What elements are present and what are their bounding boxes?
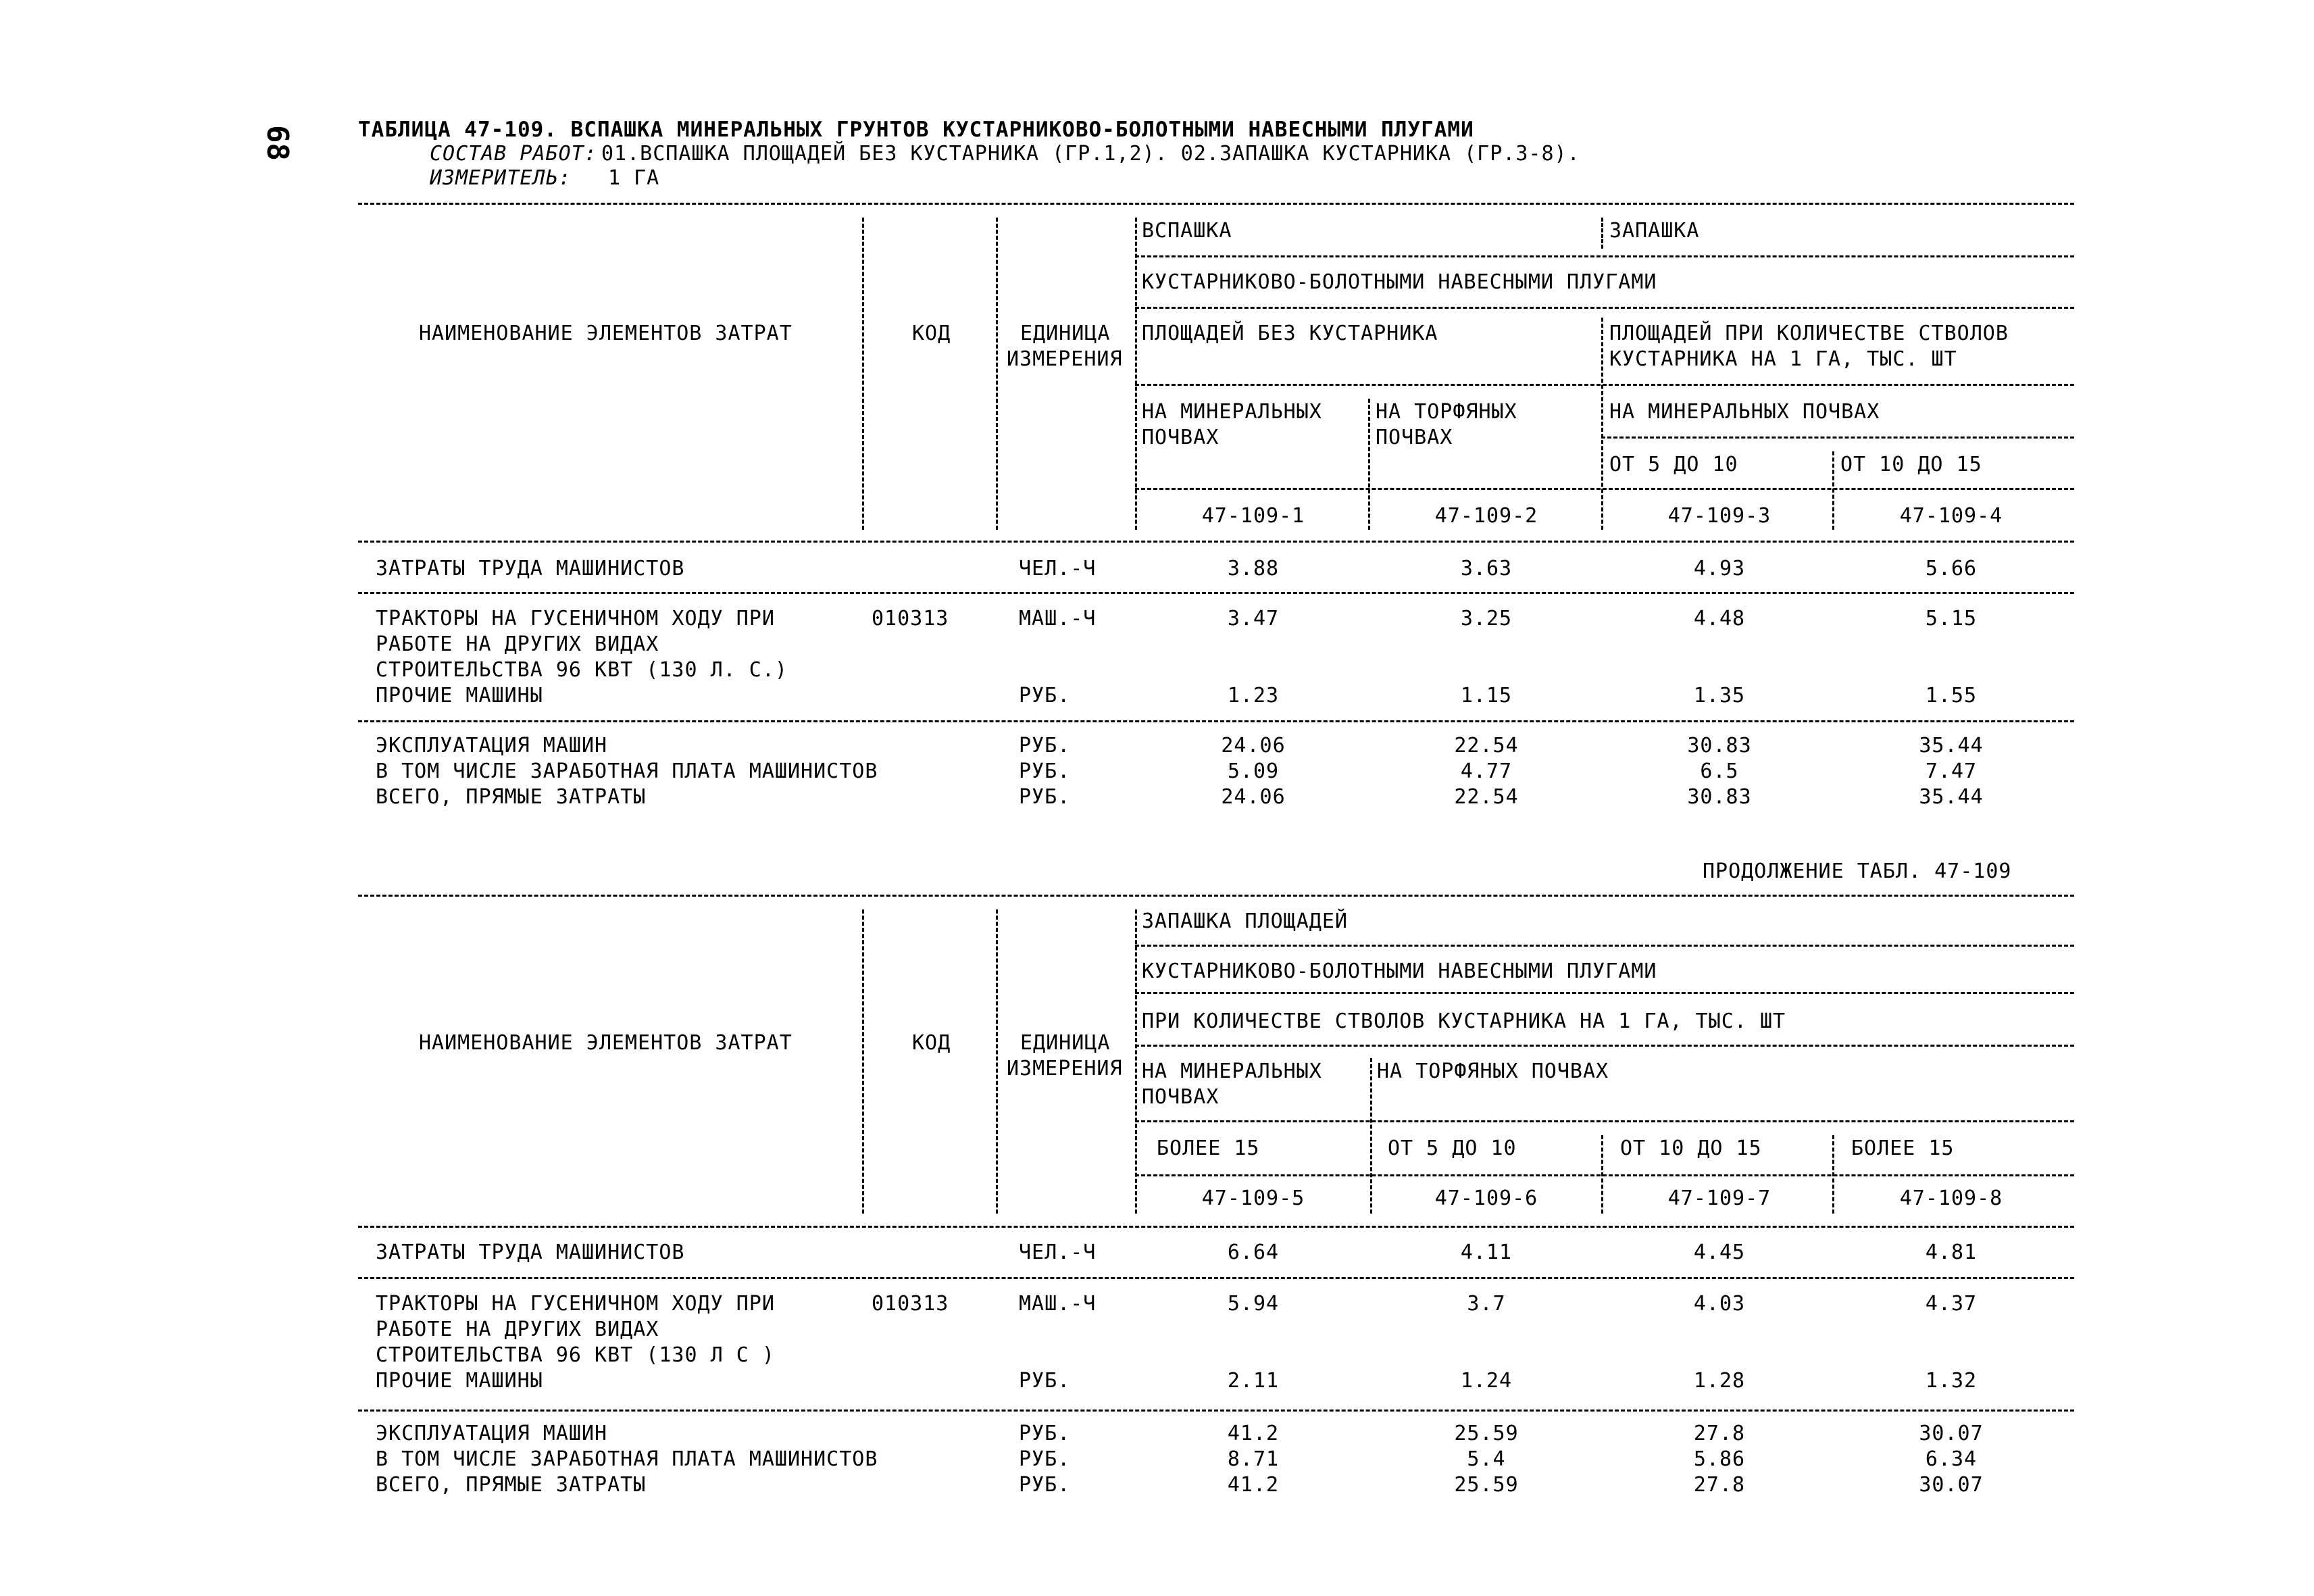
cell-value: 27.8 [1693,1473,1746,1497]
norm-code: 47-109-4 [1899,504,2003,528]
cell-value: 1.32 [1925,1369,1978,1393]
cell-value: 4.45 [1693,1241,1746,1264]
col-divider [1370,1058,1372,1214]
col-divider [862,909,864,1214]
cell-value: 35.44 [1919,785,1984,809]
header-trunks: КУСТАРНИКА НА 1 ГА, ТЫС. ШТ [1609,347,1957,371]
header-peat: НА ТОРФЯНЫХ [1376,400,1517,424]
row-unit: МАШ.-Ч [1019,1292,1097,1316]
table-1-top-rule [358,203,2074,205]
row-name: СТРОИТЕЛЬСТВА 96 КВТ (130 Л. С.) [376,658,788,682]
row-unit: РУБ. [1019,1473,1071,1497]
cell-value: 22.54 [1454,785,1519,809]
cell-value: 5.09 [1227,759,1280,783]
header-peat: ПОЧВАХ [1376,426,1453,449]
header-mineral: ПОЧВАХ [1142,1085,1219,1109]
header-more-15: БОЛЕЕ 15 [1851,1137,1955,1160]
norm-code: 47-109-2 [1434,504,1538,528]
header-more-15: БОЛЕЕ 15 [1157,1137,1260,1160]
col-divider [862,218,864,530]
row-name: ЗАТРАТЫ ТРУДА МАШИНИСТОВ [376,1241,685,1264]
row-name: ЭКСПЛУАТАЦИЯ МАШИН [376,734,608,757]
row-name: РАБОТЕ НА ДРУГИХ ВИДАХ [376,1318,659,1341]
row-code: 010313 [872,607,949,630]
header-zapashka: ЗАПАШКА [1609,219,1700,243]
row-unit: РУБ. [1019,734,1071,757]
work-label: СОСТАВ РАБОТ: [430,142,597,166]
row-rule [358,1277,2074,1279]
cell-value: 5.86 [1693,1447,1746,1471]
table-title: ТАБЛИЦА 47-109. ВСПАШКА МИНЕРАЛЬНЫХ ГРУНТОВ КУСТАРНИКОВО-БОЛОТНЫМИ НАВЕСНЫМИ ПЛУГАМИ [358,118,1474,142]
row-name: ВСЕГО, ПРЯМЫЕ ЗАТРАТЫ [376,1473,647,1497]
row-rule [358,720,2074,722]
header-rule [1135,1174,2074,1176]
header-mineral: НА МИНЕРАЛЬНЫХ [1142,400,1322,424]
cell-value: 4.77 [1460,759,1513,783]
cell-value: 4.37 [1925,1292,1978,1316]
header-10-15: ОТ 10 ДО 15 [1620,1137,1762,1160]
header-rule [1135,488,2074,490]
col-divider [1832,451,1834,530]
header-rule [1135,1120,2074,1122]
col-divider [1135,218,1137,530]
cell-value: 3.25 [1460,607,1513,630]
cell-value: 5.15 [1925,607,1978,630]
row-rule [358,592,2074,594]
col-divider [996,218,998,530]
col-divider [1135,909,1137,1214]
row-unit: ЧЕЛ.-Ч [1019,557,1097,580]
measure-value: 1 ГА [608,166,660,190]
row-unit: РУБ. [1019,1422,1071,1445]
col-divider [996,909,998,1214]
cell-value: 4.48 [1693,607,1746,630]
header-rule [1135,384,2074,386]
header-zapashka: ЗАПАШКА ПЛОЩАДЕЙ [1142,909,1348,933]
header-unit: ИЗМЕРЕНИЯ [1007,347,1123,371]
header-5-10: ОТ 5 ДО 10 [1388,1137,1517,1160]
row-rule [358,1410,2074,1412]
cell-value: 7.47 [1925,759,1978,783]
norm-code: 47-109-8 [1899,1187,2003,1210]
header-10-15: ОТ 10 ДО 15 [1840,453,1982,476]
norm-code: 47-109-1 [1201,504,1305,528]
cell-value: 30.83 [1687,734,1752,757]
row-name: В ТОМ ЧИСЛЕ ЗАРАБОТНАЯ ПЛАТА МАШИНИСТОВ [376,1447,878,1471]
norm-code: 47-109-6 [1434,1187,1538,1210]
header-bottom-rule [358,541,2074,543]
cell-value: 8.71 [1227,1447,1280,1471]
cell-value: 4.81 [1925,1241,1978,1264]
header-5-10: ОТ 5 ДО 10 [1609,453,1738,476]
cell-value: 1.24 [1460,1369,1513,1393]
work-text: 01.ВСПАШКА ПЛОЩАДЕЙ БЕЗ КУСТАРНИКА (ГР.1,2). 02.ЗАПАШКА КУСТАРНИКА (ГР.3-8). [601,142,1580,166]
cell-value: 4.03 [1693,1292,1746,1316]
header-plugs: КУСТАРНИКОВО-БОЛОТНЫМИ НАВЕСНЫМИ ПЛУГАМИ [1142,270,1657,294]
row-unit: ЧЕЛ.-Ч [1019,1241,1097,1264]
norm-code: 47-109-7 [1667,1187,1771,1210]
row-unit: РУБ. [1019,759,1071,783]
cell-value: 41.2 [1227,1422,1280,1445]
cell-value: 30.07 [1919,1473,1984,1497]
header-bottom-rule [358,1226,2074,1228]
header-trunks: ПРИ КОЛИЧЕСТВЕ СТВОЛОВ КУСТАРНИКА НА 1 ГА, ТЫС. ШТ [1142,1009,1786,1033]
header-rule [1135,992,2074,994]
cell-value: 1.23 [1227,684,1280,707]
header-unit: ЕДИНИЦА [1020,1031,1111,1055]
header-no-shrub: ПЛОЩАДЕЙ БЕЗ КУСТАРНИКА [1142,322,1438,345]
header-rule [1135,255,2074,257]
cell-value: 6.34 [1925,1447,1978,1471]
cell-value: 1.15 [1460,684,1513,707]
cell-value: 1.55 [1925,684,1978,707]
cell-value: 4.11 [1460,1241,1513,1264]
col-divider [1601,218,1603,249]
header-name: НАИМЕНОВАНИЕ ЭЛЕМЕНТОВ ЗАТРАТ [419,322,793,345]
cell-value: 1.28 [1693,1369,1746,1393]
header-vspashka: ВСПАШКА [1142,219,1232,243]
cell-value: 35.44 [1919,734,1984,757]
header-name: НАИМЕНОВАНИЕ ЭЛЕМЕНТОВ ЗАТРАТ [419,1031,793,1055]
cell-value: 3.63 [1460,557,1513,580]
header-peat: НА ТОРФЯНЫХ ПОЧВАХ [1377,1059,1609,1083]
cell-value: 24.06 [1221,785,1286,809]
row-unit: МАШ.-Ч [1019,607,1097,630]
cell-value: 3.7 [1467,1292,1506,1316]
cell-value: 24.06 [1221,734,1286,757]
cell-value: 41.2 [1227,1473,1280,1497]
cell-value: 6.5 [1700,759,1739,783]
row-name: РАБОТЕ НА ДРУГИХ ВИДАХ [376,632,659,656]
cell-value: 25.59 [1454,1422,1519,1445]
header-trunks: ПЛОЩАДЕЙ ПРИ КОЛИЧЕСТВЕ СТВОЛОВ [1609,322,2009,345]
row-unit: РУБ. [1019,1369,1071,1393]
header-unit: ЕДИНИЦА [1020,322,1111,345]
cell-value: 6.64 [1227,1241,1280,1264]
header-unit: ИЗМЕРЕНИЯ [1007,1057,1123,1080]
header-plugs: КУСТАРНИКОВО-БОЛОТНЫМИ НАВЕСНЫМИ ПЛУГАМИ [1142,959,1657,983]
row-name: ТРАКТОРЫ НА ГУСЕНИЧНОМ ХОДУ ПРИ [376,607,775,630]
cell-value: 30.83 [1687,785,1752,809]
row-name: ПРОЧИЕ МАШИНЫ [376,1369,543,1393]
row-name: ПРОЧИЕ МАШИНЫ [376,684,543,707]
cell-value: 2.11 [1227,1369,1280,1393]
row-name: ТРАКТОРЫ НА ГУСЕНИЧНОМ ХОДУ ПРИ [376,1292,775,1316]
cell-value: 1.35 [1693,684,1746,707]
header-code: КОД [912,1031,951,1055]
cell-value: 3.47 [1227,607,1280,630]
row-name: СТРОИТЕЛЬСТВА 96 КВТ (130 Л С ) [376,1343,775,1367]
header-mineral-soils: НА МИНЕРАЛЬНЫХ ПОЧВАХ [1609,400,1880,424]
norm-code: 47-109-5 [1201,1187,1305,1210]
table-2-top-rule [358,895,2074,897]
norm-code: 47-109-3 [1667,504,1771,528]
cell-value: 25.59 [1454,1473,1519,1497]
row-name: ЗАТРАТЫ ТРУДА МАШИНИСТОВ [376,557,685,580]
row-name: В ТОМ ЧИСЛЕ ЗАРАБОТНАЯ ПЛАТА МАШИНИСТОВ [376,759,878,783]
row-name: ВСЕГО, ПРЯМЫЕ ЗАТРАТЫ [376,785,647,809]
row-unit: РУБ. [1019,1447,1071,1471]
cell-value: 5.66 [1925,557,1978,580]
row-unit: РУБ. [1019,684,1071,707]
col-divider [1368,399,1370,530]
row-unit: РУБ. [1019,785,1071,809]
continuation-note: ПРОДОЛЖЕНИЕ ТАБЛ. 47-109 [1703,859,2012,883]
cell-value: 3.88 [1227,557,1280,580]
measure-label: ИЗМЕРИТЕЛЬ: [430,166,572,190]
header-mineral: ПОЧВАХ [1142,426,1219,449]
row-code: 010313 [872,1292,949,1316]
cell-value: 22.54 [1454,734,1519,757]
header-rule [1135,1045,2074,1047]
cell-value: 4.93 [1693,557,1746,580]
header-code: КОД [912,322,951,345]
header-rule [1135,945,2074,947]
row-name: ЭКСПЛУАТАЦИЯ МАШИН [376,1422,608,1445]
cell-value: 5.4 [1467,1447,1506,1471]
cell-value: 5.94 [1227,1292,1280,1316]
header-rule [1135,307,2074,309]
page-number: 68 [259,125,295,161]
header-mineral: НА МИНЕРАЛЬНЫХ [1142,1059,1322,1083]
col-divider [1601,318,1603,530]
header-rule [1601,437,2074,439]
cell-value: 30.07 [1919,1422,1984,1445]
cell-value: 27.8 [1693,1422,1746,1445]
